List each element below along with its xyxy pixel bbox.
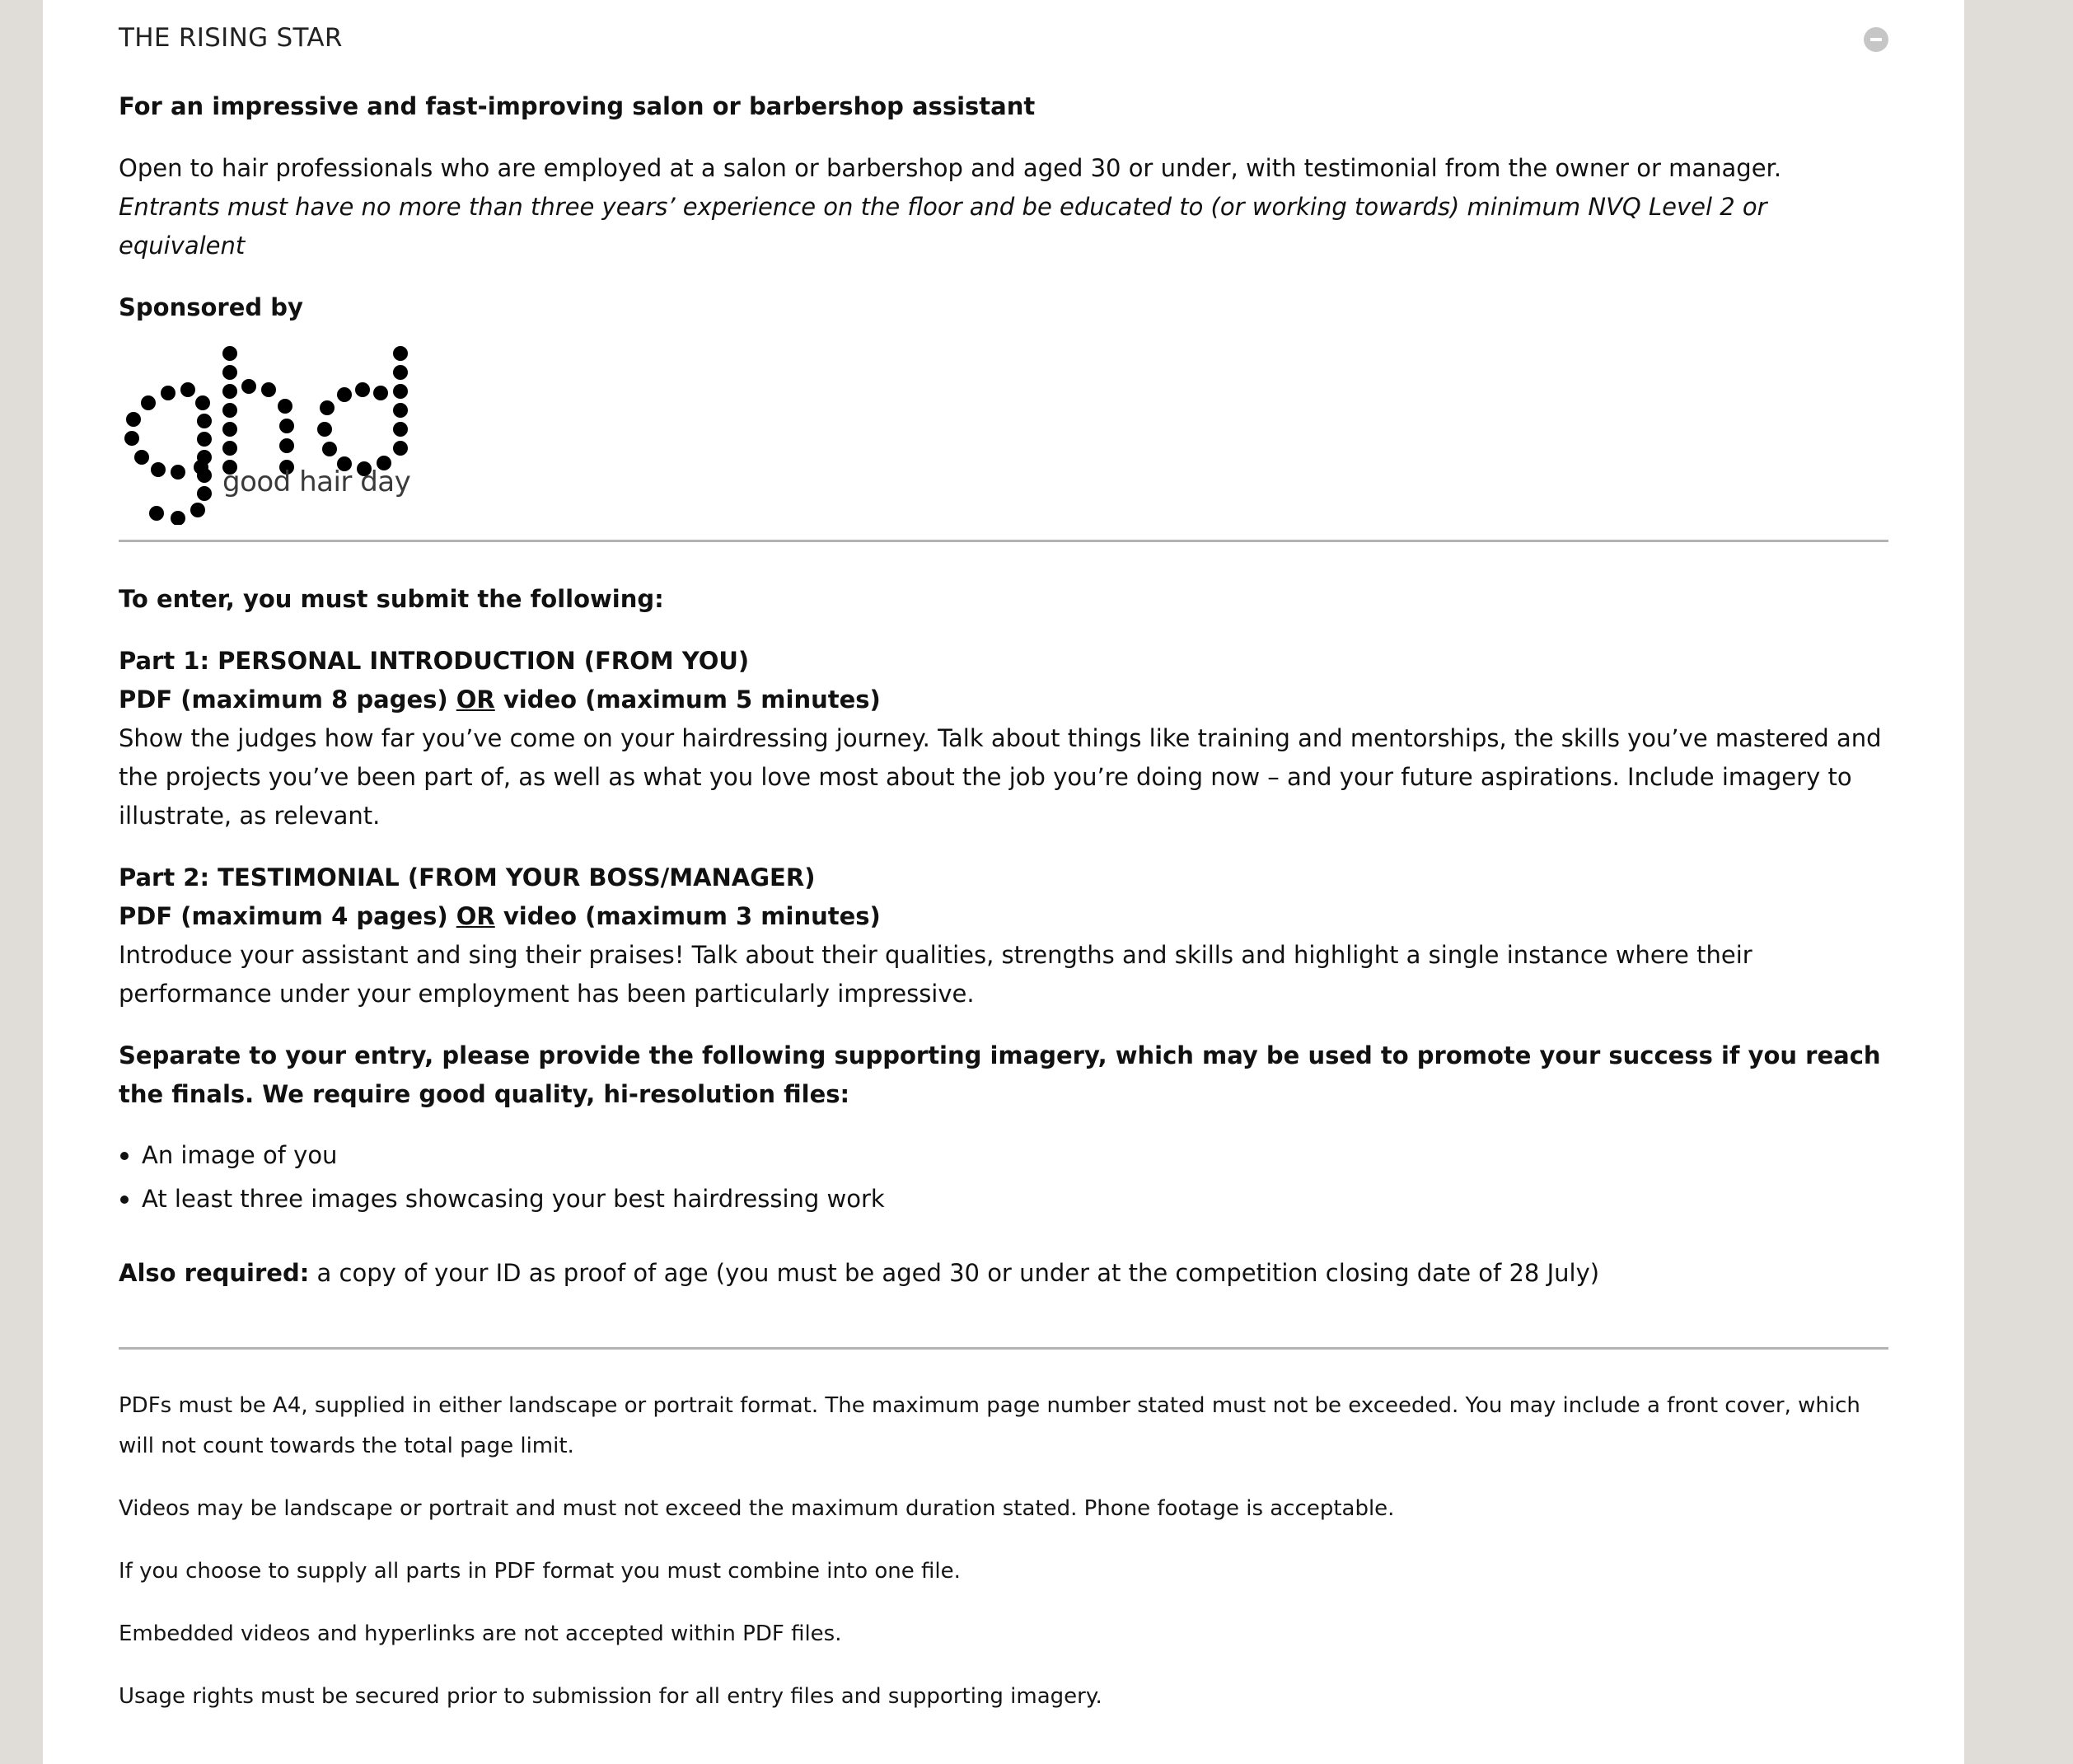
list-item: An image of you — [119, 1134, 1888, 1177]
also-required-label: Also required: — [119, 1259, 310, 1287]
part-format-or: OR — [456, 902, 495, 930]
panel-header — [119, 0, 1888, 81]
part-title: Part 2: TESTIMONIAL (FROM YOUR BOSS/MANAGER) — [119, 863, 816, 891]
part-format-pdf: PDF (maximum 4 pages) — [119, 902, 448, 930]
note-video-format: Videos may be landscape or portrait and must not exceed the maximum duration stated. Phone footage is acceptable. — [119, 1496, 1395, 1521]
imagery-list — [119, 1134, 1888, 1221]
part-format-video: video (maximum 3 minutes) — [503, 902, 881, 930]
note-embedded-media: Embedded videos and hyperlinks are not accepted within PDF files. — [119, 1621, 842, 1646]
entry-part-1 — [119, 642, 1888, 835]
note-pdf-format: PDFs must be A4, supplied in either landscape or portrait format. The maximum page number stated must not be exceeded. You may include a front cover, which will not count towards the total page limit. — [119, 1393, 1860, 1458]
note-usage-rights: Usage rights must be secured prior to submission for all entry files and supporting imagery. — [119, 1684, 1102, 1709]
imagery-heading: Separate to your entry, please provide the following supporting imagery, which may be used to promote your success if you reach the finals. We require good quality, hi-resolution files: — [119, 1041, 1881, 1108]
category-panel — [43, 0, 1964, 1764]
also-required-text: a copy of your ID as proof of age (you must be aged 30 or under at the competition closing date of 28 July) — [316, 1259, 1600, 1287]
divider-bottom — [119, 1347, 1888, 1350]
collapse-icon[interactable] — [1864, 27, 1888, 52]
note-combine-pdf: If you choose to supply all parts in PDF format you must combine into one file. — [119, 1559, 961, 1584]
part-format — [119, 681, 1888, 719]
eligibility-requirements: Entrants must have no more than three years’ experience on the floor and be educated to (or working towards) minimum NVQ Level 2 or equivalent — [119, 193, 1767, 260]
eligibility-main: Open to hair professionals who are employed at a salon or barbershop and aged 30 or under, with testimonial from the owner or manager. — [119, 154, 1782, 182]
part-format-pdf: PDF (maximum 8 pages) — [119, 685, 448, 714]
panel-title: THE RISING STAR — [119, 23, 343, 53]
file-notes — [119, 1386, 1888, 1717]
list-item: At least three images showcasing your best hairdressing work — [119, 1177, 1888, 1221]
category-subtitle: For an impressive and fast-improving salon or barbershop assistant — [119, 92, 1036, 120]
entry-heading: To enter, you must submit the following: — [119, 585, 664, 613]
ghd-logo-tagline: good hair day — [222, 466, 411, 498]
divider-top — [119, 540, 1888, 542]
also-required — [119, 1254, 1888, 1293]
part-description: Show the judges how far you’ve come on your hairdressing journey. Talk about things like training and mentorships, the skills you’ve mastered and the projects you’ve been part of, as well as what you love most about the job you’re doing now – and your future aspirations. Include imagery to illustrate, as relevant. — [119, 724, 1882, 830]
sponsor-label: Sponsored by — [119, 293, 303, 321]
part-format — [119, 897, 1888, 936]
eligibility-text — [119, 149, 1888, 265]
part-title: Part 1: PERSONAL INTRODUCTION (FROM YOU) — [119, 647, 750, 675]
part-format-or: OR — [456, 685, 495, 714]
part-format-video: video (maximum 5 minutes) — [503, 685, 881, 714]
entry-part-2 — [119, 859, 1888, 1013]
part-description: Introduce your assistant and sing their praises! Talk about their qualities, strengths and skills and highlight a single instance where their performance under your employment has been particularly impressive. — [119, 941, 1752, 1008]
